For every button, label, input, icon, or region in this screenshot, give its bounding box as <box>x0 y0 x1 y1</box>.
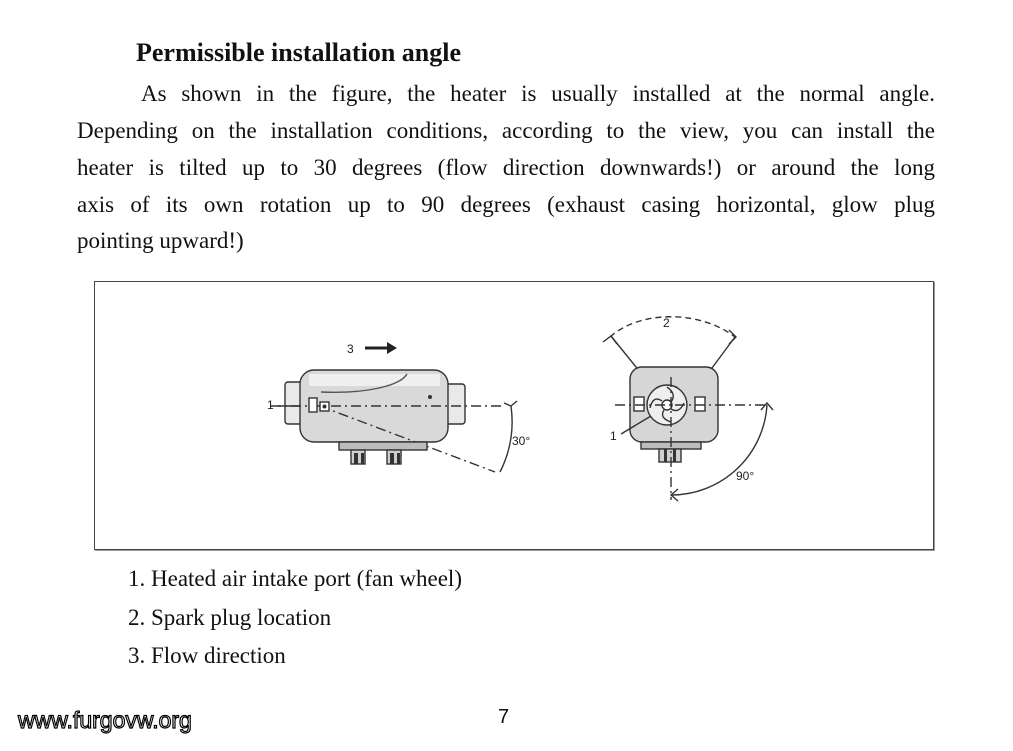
callout-flow-label: 3 <box>347 342 354 356</box>
tilt-angle-label: 30° <box>512 434 531 448</box>
legend-item: 3. Flow direction <box>128 643 286 668</box>
paragraph-line: Depending on the installation conditions, according to the view, you can install the <box>77 118 935 143</box>
paragraph-line: axis of its own rotation up to 90 degrees (exhaust casing horizontal, glow plug <box>77 192 935 217</box>
legend-item: 1. Heated air intake port (fan wheel) <box>128 566 462 591</box>
installation-angle-figure <box>94 281 934 550</box>
rotation-angle-label: 90° <box>736 469 755 483</box>
plug-rotation-arc <box>610 317 735 337</box>
paragraph-line: heater is tilted up to 30 degrees (flow direction downwards!) or around the long <box>77 155 935 180</box>
paragraph-line: As shown in the figure, the heater is usually installed at the normal angle. <box>141 81 935 106</box>
callout-intake-label: 1 <box>267 398 274 412</box>
callout-intake-end-label: 1 <box>610 429 617 443</box>
footer-watermark: www.furgovw.org <box>18 707 192 733</box>
tilt-angle-arc <box>500 406 512 472</box>
flow-direction-arrow <box>365 342 397 354</box>
section-heading: Permissible installation angle <box>136 38 461 67</box>
legend-item: 2. Spark plug location <box>128 605 332 630</box>
paragraph-line: pointing upward!) <box>77 228 244 253</box>
page-number: 7 <box>498 706 510 728</box>
mounting-base <box>339 442 427 450</box>
heater-side-view <box>271 370 517 472</box>
callout-plug-label: 2 <box>663 316 670 330</box>
